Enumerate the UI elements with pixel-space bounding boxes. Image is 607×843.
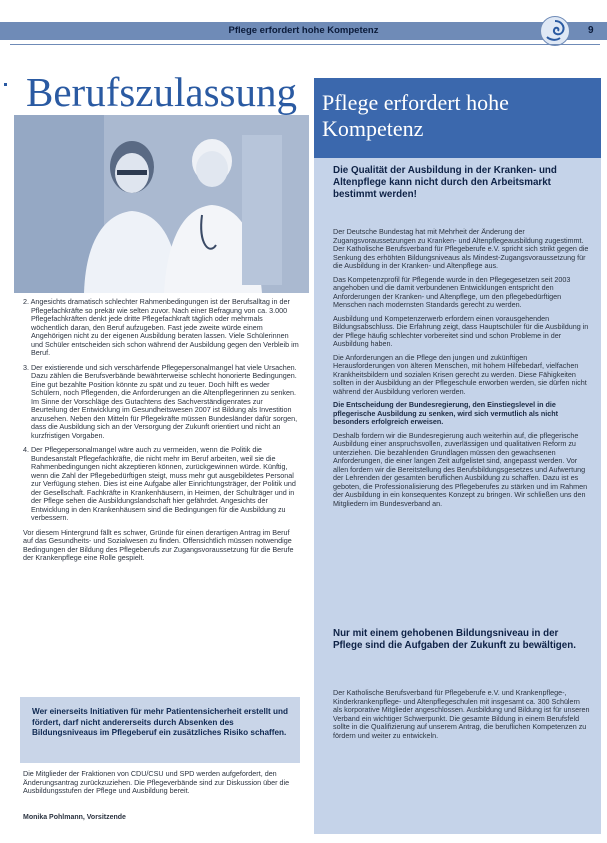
paragraph: Deshalb fordern wir die Bundesregierung auch weiterhin auf, die pflegerische Ausbildung einer anspruchsvollen, zuverlässigen und qualitativen Reform zu unterziehen. Die bezahlenden Grundlagen müssen den gewachsenen Anforderungen, die einer langen Zeit aufgelistet sind, angepasst werden. Vor allen fordern wir die Bereitstellung des Berufsbildungsgesetzes und Aufwertung der Lehrenden der gesamten beruflichen Ausbildung zu schaffen. Dazu ist es geboten, die Professionalisierung des Pflegeberufes zu stärken und im Rahmen der Ausbildung in ein konsequentes Konzept zu bringen. Wir schließen uns den Mitgliedern im Bundesverband an. bbox=[333, 430, 588, 508]
signature: Monika Pohlmann, Vorsitzende bbox=[23, 814, 126, 821]
left-callout-box: Wer einerseits Initiativen für mehr Patientensicherheit erstellt und fördert, darf nicht andererseits durch Absenken des Bildungsniveaus im Pflegeberuf ein zusätzliches Risiko schaffen. bbox=[20, 697, 300, 763]
page-number: 9 bbox=[588, 25, 594, 36]
photo-two-nurses bbox=[14, 115, 309, 293]
running-title: Pflege erfordert hohe Kompetenz bbox=[228, 25, 379, 36]
section-kicker: Berufszulassung bbox=[26, 69, 298, 115]
right-column-body bbox=[333, 228, 591, 513]
header-divider bbox=[10, 44, 600, 45]
left-column-body bbox=[23, 298, 301, 569]
running-header-bar bbox=[0, 22, 607, 40]
paragraph: Vor diesem Hintergrund fällt es schwer, Gründe für einen derartigen Antrag im Beruf auf das Gesundheits- und Sozialwesen zu finden. Offensichtlich müssen notwendige Bedingungen der Bildung des Pflegeberufs zur Zugangsvoraussetzung für die Berufe der Krankenpflege eine Rolle gespielt. bbox=[23, 527, 294, 562]
lead-text: Die Qualität der Ausbildung in der Kranken- und Altenpflege kann nicht durch den Arbeitsmarkt bestimmt werden! bbox=[333, 165, 557, 200]
right-closing-paragraph: Der Katholische Berufsverband für Pflegeberufe e.V. und Krankenpflege-, Kinderkrankenpflege- und Altenpflegeschulen mit insgesamt ca. 300 Schülern als korporative Mitglieder angeschlossen. Ausbildung und Bildung ist für unseren Verband ein wichtiger Schwerpunkt. Die gesamte Bildung in einem Berufsfeld sollte in die Qualifizierung auf unserem Antrag, die beruflichen Kompetenzen zu fördern und weiter zu entwickeln. bbox=[333, 688, 590, 740]
right-callout: Nur mit einem gehobenen Bildungsniveau in der Pflege sind die Aufgaben der Zukunft zu bewältigen. bbox=[333, 628, 576, 651]
paragraph: 4. Der Pflegepersonalmangel wäre auch zu vermeiden, wenn die Politik die Bundesanstalt Pflegefachkräfte, die nicht mehr im Beruf arbeiten, weil sie die Rahmenbedingungen nicht akzeptieren können, zurückgewinnen würde. Künftig, wenn die Zahl der Pflegebedürftigen steigt, muss mehr gut ausgebildetes Personal zur Verfügung stehen. Dies ist eine Aufgabe aller Einrichtungsträger, der Politik und der Gesellschaft. Fachkräfte in Krankenhäusern, in Heimen, der Schulträger und in der Pflege sehen die Ausbildungslandschaft hier gefährdet. Angesichts der Entwicklung in den Krankenhäusern sind die Bedingungen für die Ausbildung zu verbessern. bbox=[23, 445, 296, 522]
closing-paragraph: Die Mitglieder der Fraktionen von CDU/CSU und SPD werden aufgefordert, den Änderungsantrag zurückzuziehen. Die Pflegeverbände sind zur Diskussion über die Ausbildungsstufen der Pflege und Ausbildung bereit. bbox=[23, 769, 290, 795]
article-title: Pflege erfordert hohe Kompetenz bbox=[322, 90, 509, 141]
bullet-mark bbox=[4, 83, 7, 86]
swirl-logo-icon bbox=[540, 16, 570, 46]
paragraph: Die Anforderungen an die Pflege den jungen und zukünftigen Herausforderungen von älteren Menschen, mit hohem Hilfebedarf, vielfachen Krankheitsbildern und sozialen Krisen gerecht zu werden. Diese Fähigkeiten sollten in der Ausbildung an der Pflegeschule erworben werden, sie dürfen nicht während der Ausbildung verloren werden. bbox=[333, 352, 587, 396]
paragraph: Ausbildung und Kompetenzerwerb erfordern einen vorausgehenden Bildungsabschluss. Die Erfahrung zeigt, dass Hauptschüler für die Ausbildung in der Pflege häufig schlechter vorbereitet sind und schon Probleme in der Ausbildung haben. bbox=[333, 313, 589, 348]
paragraph: Der Deutsche Bundestag hat mit Mehrheit der Änderung der Zugangsvoraussetzungen zu Kranken- und Altenpflegeausbildung zugestimmt. Der Katholische Berufsverband für Pflegeberufe e.V. spricht sich strikt gegen die Senkung des erhöhten Bildungsniveaus als Mindest-Zugangsvoraussetzung für die Ausbildung in der Kranken- und Altenpflege aus. bbox=[333, 227, 589, 270]
paragraph: 2. Angesichts dramatisch schlechter Rahmenbedingungen ist der Berufsalltag in der Pflegefachkräfte so prekär wie selten zuvor. Nach einer Befragung von ca. 3.000 Pflegefachkräften denkt jede dritte Pflegefachkraft täglich oder mehrmals wöchentlich daran, den Beruf aufzugeben. Fast jede zweite würde einem Angehörigen nicht zu der eigenen Ausbildung beraten lassen. Viele Schülerinnen und Schüler entscheiden sich schon während der Ausbildung gegen den Verbleib im Beruf. bbox=[23, 297, 299, 357]
paragraph-bold: Die Entscheidung der Bundesregierung, den Einstiegslevel in die pflegerische Ausbildung zu senken, wird sich vermutlich als nicht besonders erfolgreich erweisen. bbox=[333, 400, 558, 426]
paragraph: 3. Der existierende und sich verschärfende Pflegepersonalmangel hat viele Ursachen. Dazu zählen die Berufsverbände bewährterweise schlecht honorierte Bedingungen. Eine gut bezahlte Position könnte zu spät und zu teuer. Doch hilft es weder Schülern, noch Pflegenden, die Anforderungen an die Altenpflegerinnen zu senken. Im Sinne der Vorschläge des Gutachtens des Sachverständigenrates zur Beurteilung der Entwicklung im Gesundheitswesen 2007 ist Bildung als Investition anzusehen. Neben den Mitteln für Pflegekräfte müssen Bundesländer dafür sorgen, dass die Ausbildung sich an der Versorgung der Zukunft orientiert und nicht an kurzfristigen Vorgaben. bbox=[23, 362, 298, 440]
paragraph: Das Kompetenzprofil für Pflegende wurde in den Pflegegesetzen seit 2003 angehoben und die damit verbundenen Entwicklungen entspricht den Anforderungen der Kranken- und Altenpflege, um den pflegebedürftigen Menschen nach modernsten Standards gerecht zu werden. bbox=[333, 274, 571, 309]
